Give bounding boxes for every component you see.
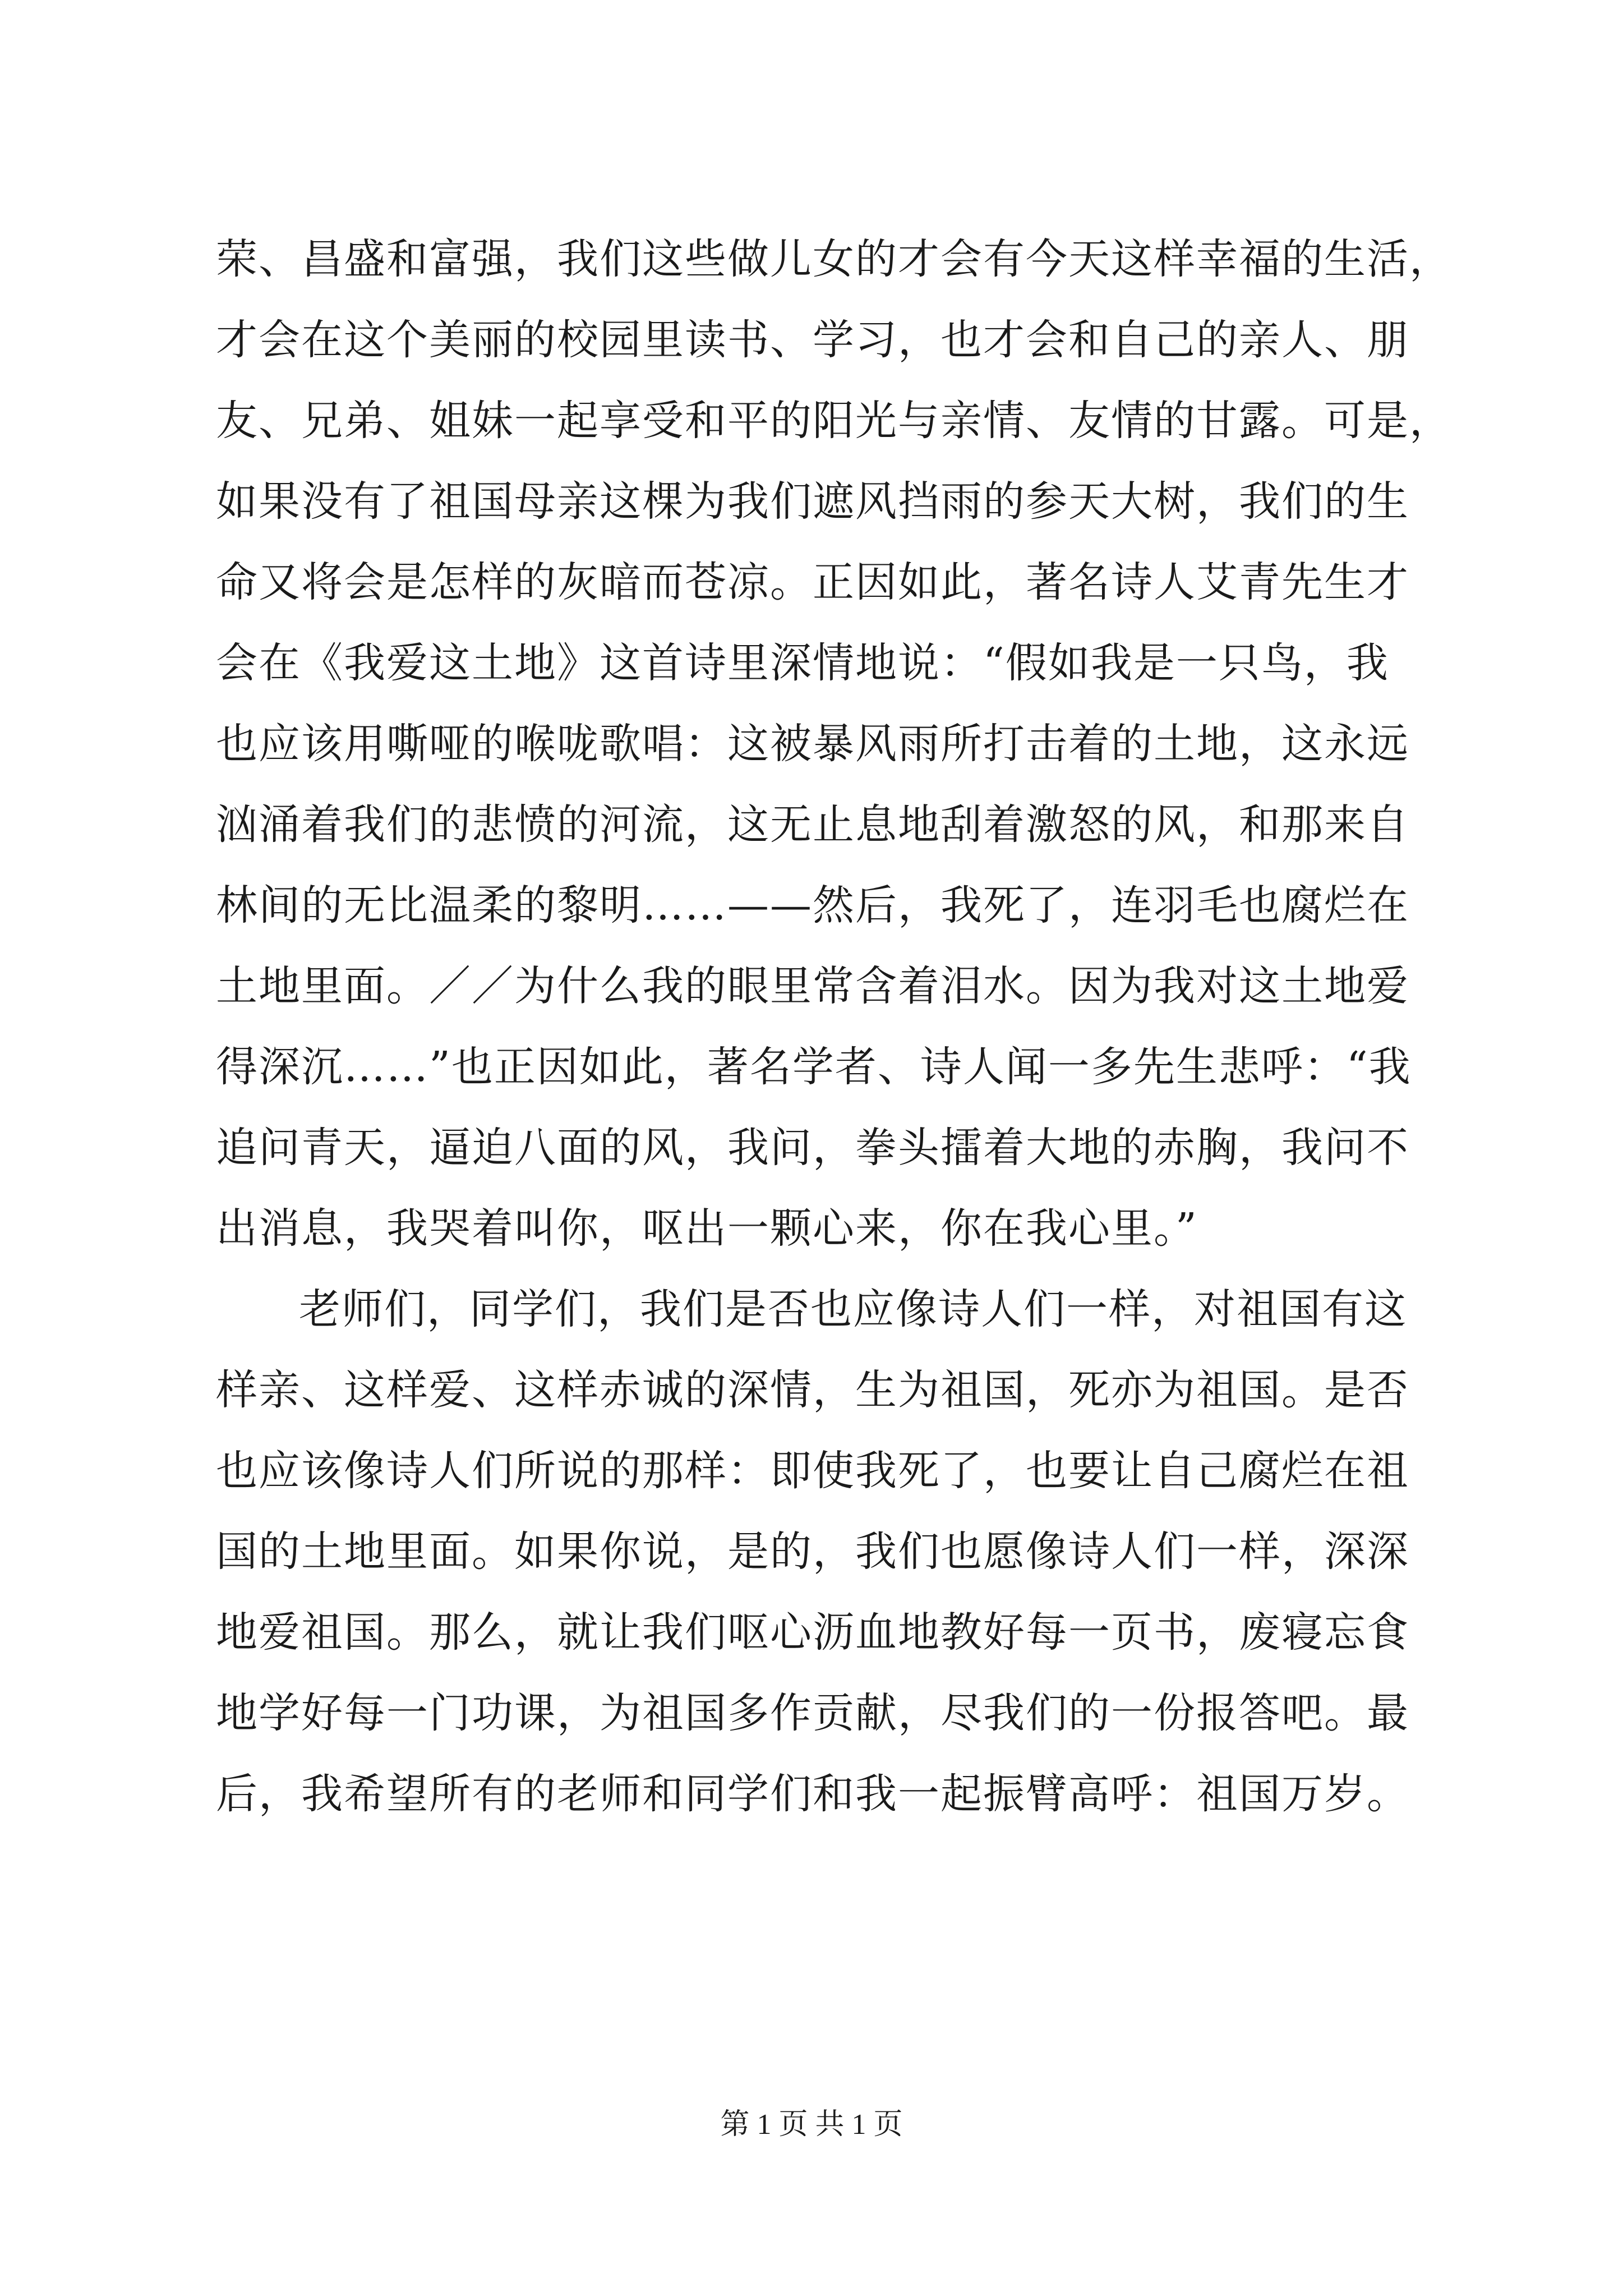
text-line: 地爱祖国。那么，就让我们呕心沥血地教好每一页书，废寝忘食 [216,1608,1409,1657]
text-line: 出消息，我哭着叫你，呕出一颗心来，你在我心里。” [216,1204,1198,1253]
text-line: 会在《我爱这土地》这首诗里深情地说：“假如我是一只鸟，我 [216,639,1389,687]
text-line: 荣、昌盛和富强，我们这些做儿女的才会有今天这样幸福的生活， [216,235,1452,283]
text-line: 也应该用嘶哑的喉咙歌唱：这被暴风雨所打击着的土地，这永远 [216,720,1409,768]
text-line: 林间的无比温柔的黎明……——然后，我死了，连羽毛也腐烂在 [216,881,1409,930]
text-line: 命又将会是怎样的灰暗而苍凉。正因如此，著名诗人艾青先生才 [216,558,1409,606]
text-line: 地学好每一门功课，为祖国多作贡献，尽我们的一份报答吧。最 [216,1689,1409,1737]
body-text [216,219,1452,1834]
text-line: 得深沉……”也正因如此，著名学者、诗人闻一多先生悲呼：“我 [216,1043,1412,1091]
text-line: 后，我希望所有的老师和同学们和我一起振臂高呼：祖国万岁。 [216,1770,1409,1818]
page-number-footer: 第 1 页 共 1 页 [720,2109,903,2141]
text-line: 样亲、这样爱、这样赤诚的深情，生为祖国，死亦为祖国。是否 [216,1366,1409,1414]
text-line: 才会在这个美丽的校园里读书、学习，也才会和自己的亲人、朋 [216,316,1409,364]
text-line: 国的土地里面。如果你说，是的，我们也愿像诗人们一样，深深 [216,1527,1409,1576]
paragraph-start-line: 老师们，同学们，我们是否也应像诗人们一样，对祖国有这 [299,1285,1407,1333]
text-line: 如果没有了祖国母亲这棵为我们遮风挡雨的参天大树，我们的生 [216,477,1409,526]
text-line: 追问青天，逼迫八面的风，我问，拳头擂着大地的赤胸，我问不 [216,1124,1409,1172]
text-line: 也应该像诗人们所说的那样：即使我死了，也要让自己腐烂在祖 [216,1447,1409,1495]
text-line: 友、兄弟、姐妹一起享受和平的阳光与亲情、友情的甘露。可是， [216,397,1452,445]
text-line: 土地里面。／／为什么我的眼里常含着泪水。因为我对这土地爱 [216,962,1409,1010]
text-line: 汹涌着我们的悲愤的河流，这无止息地刮着激怒的风，和那来自 [216,800,1409,849]
